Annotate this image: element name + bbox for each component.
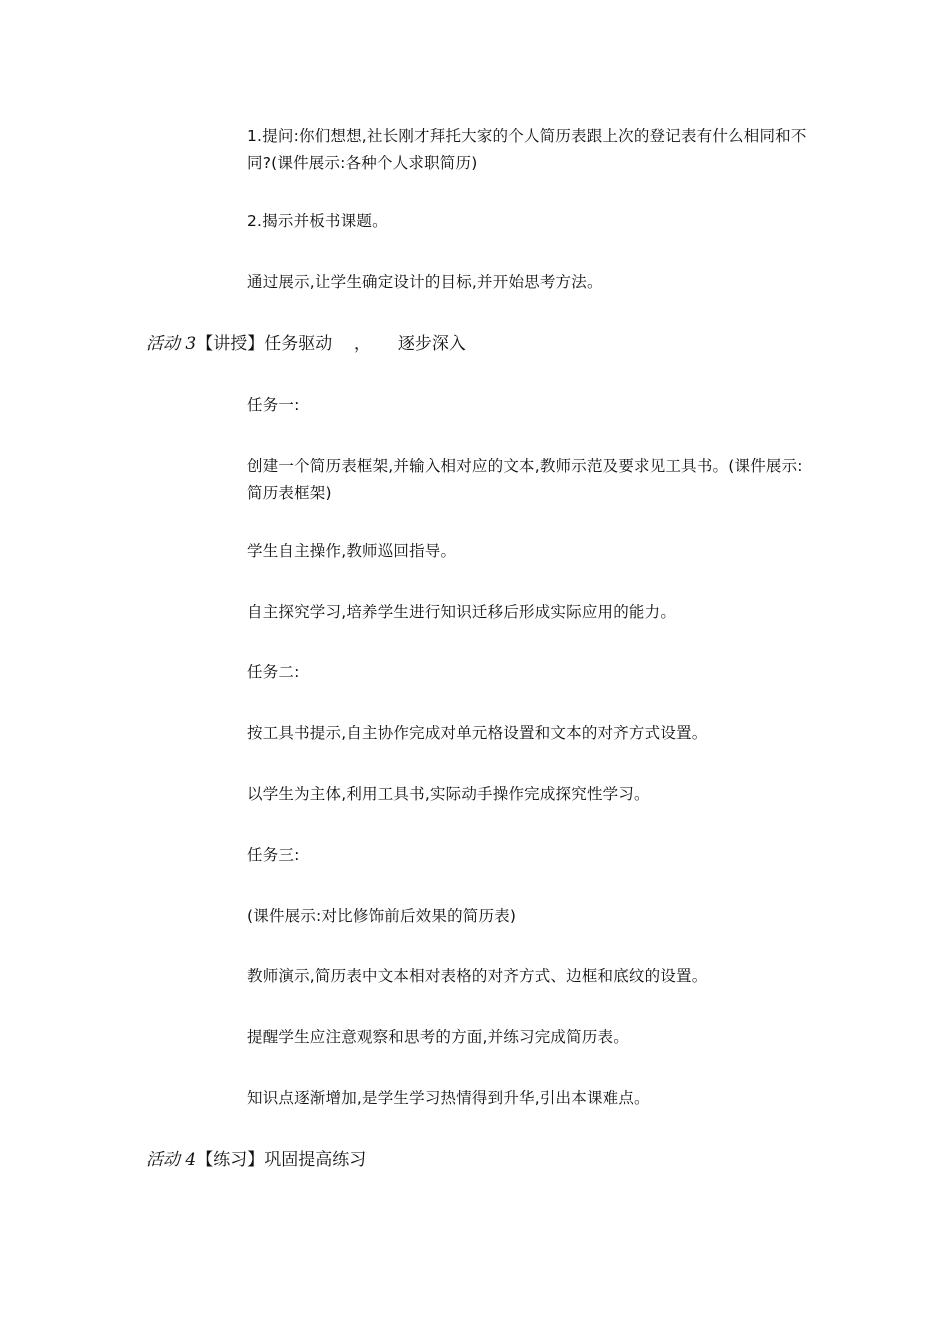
- activity-tag: 【讲授】: [196, 334, 265, 354]
- heading-activity-3: [146, 331, 466, 357]
- paragraph-courseware-compare: (课件展示:对比修饰前后效果的简历表): [247, 907, 517, 925]
- paragraph-reminder: 提醒学生应注意观察和思考的方面,并练习完成简历表。: [247, 1028, 629, 1046]
- paragraph-task-two-label: 任务二:: [247, 663, 300, 681]
- paragraph-student-operate: 学生自主操作,教师巡回指导。: [247, 542, 457, 560]
- paragraph-design-goal: 通过展示,让学生确定设计的目标,并开始思考方法。: [247, 273, 603, 291]
- paragraph-teacher-demo: 教师演示,简历表中文本相对表格的对齐方式、边框和底纹的设置。: [247, 967, 708, 985]
- paragraph-task-one-label: 任务一:: [247, 396, 300, 414]
- paragraph-self-study: 自主探究学习,培养学生进行知识迁移后形成实际应用的能力。: [247, 603, 677, 621]
- heading-activity-4: [146, 1147, 366, 1173]
- paragraph-question: 1.提问:你们想想,社长刚才拜托大家的个人简历表跟上次的登记表有什么相同和不同?(课件展示:各种个人求职简历): [247, 127, 807, 172]
- activity-number: 活动 3: [146, 334, 197, 354]
- activity-number: 活动 4: [146, 1150, 197, 1170]
- activity-tag: 【练习】: [196, 1150, 265, 1170]
- paragraph-reveal-topic: 2.揭示并板书课题。: [247, 212, 388, 230]
- paragraph-student-centered: 以学生为主体,利用工具书,实际动手操作完成探究性学习。: [247, 785, 650, 803]
- activity-title: 巩固提高练习: [264, 1150, 367, 1170]
- activity-title: 任务驱动 ， 逐步深入: [264, 334, 466, 354]
- paragraph-task-two-desc: 按工具书提示,自主协作完成对单元格设置和文本的对齐方式设置。: [247, 724, 708, 742]
- paragraph-task-one-desc: 创建一个简历表框架,并输入相对应的文本,教师示范及要求见工具书。(课件展示:简历表框架): [247, 457, 803, 502]
- paragraph-task-three-label: 任务三:: [247, 846, 300, 864]
- paragraph-knowledge-points: 知识点逐渐增加,是学生学习热情得到升华,引出本课难点。: [247, 1089, 650, 1107]
